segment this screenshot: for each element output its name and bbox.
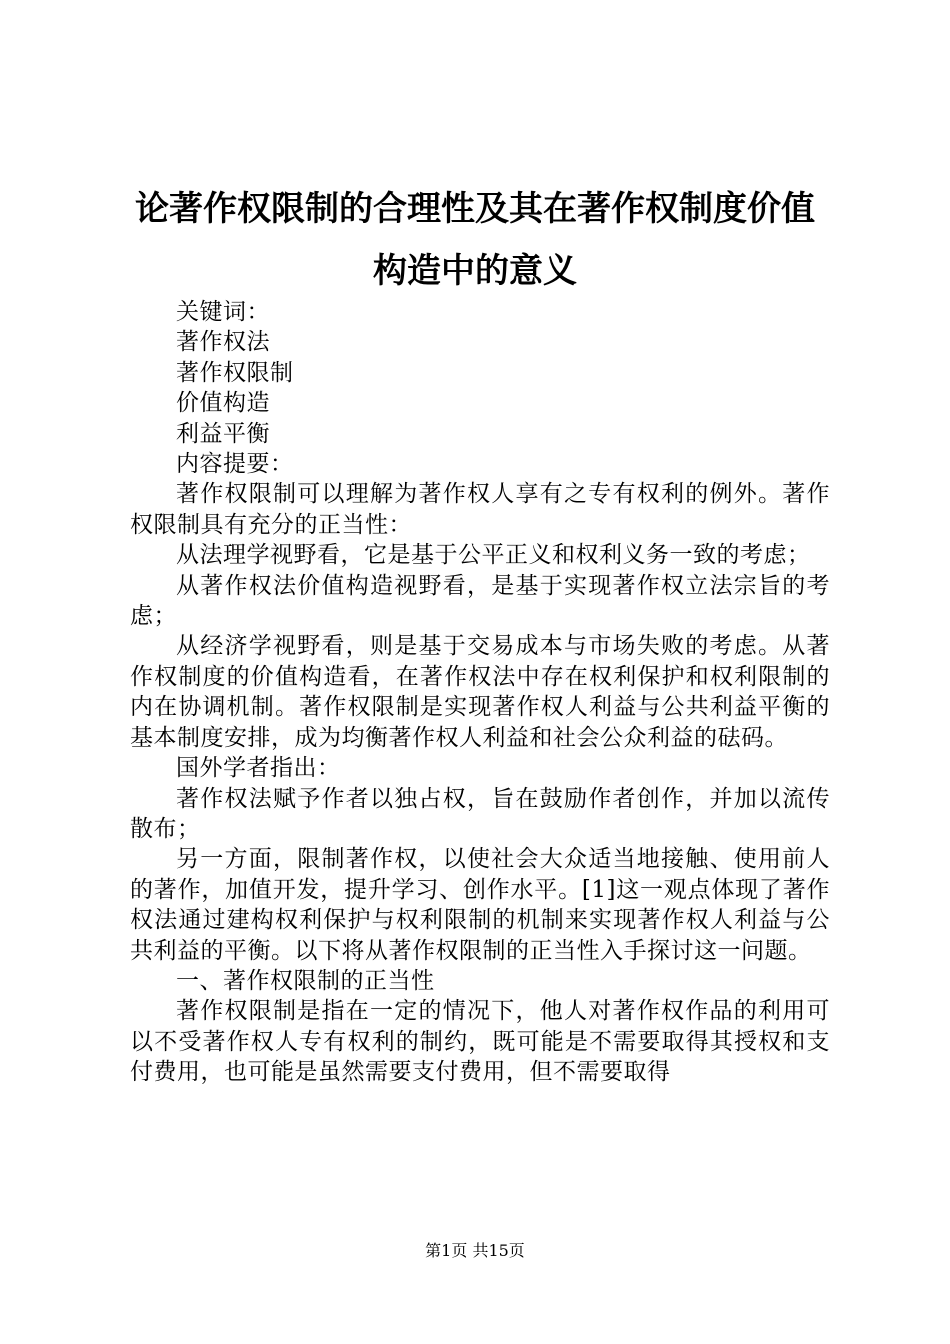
document-title: 论著作权限制的合理性及其在著作权制度价值构造中的意义 bbox=[135, 189, 815, 291]
paragraph: 内容提要： bbox=[176, 451, 294, 478]
paragraph: 利益平衡 bbox=[176, 420, 270, 447]
paragraph: 著作权限制可以理解为著作权人享有之专有权利的例外。著作权限制具有充分的正当性： bbox=[130, 481, 830, 538]
document-body bbox=[130, 297, 830, 1088]
paragraph: 另一方面，限制著作权，以使社会大众适当地接触、使用前人的著作，加值开发，提升学习、创作水平。[1]这一观点体现了著作权法通过建构权利保护与权利限制的机制来实现著作权人利益与公共利益的平衡。以下将从著作权限制的正当性入手探讨这一问题。 bbox=[130, 846, 830, 964]
paragraph: 从法理学视野看，它是基于公平正义和权利义务一致的考虑； bbox=[176, 542, 811, 569]
page-footer: 第1页 共15页 bbox=[425, 1241, 525, 1260]
paragraph: 著作权法赋予作者以独占权，旨在鼓励作者创作，并加以流传散布； bbox=[130, 785, 830, 842]
paragraph: 著作权限制是指在一定的情况下，他人对著作权作品的利用可以不受著作权人专有权利的制约，既可能是不需要取得其授权和支付费用，也可能是虽然需要支付费用，但不需要取得 bbox=[130, 998, 830, 1086]
paragraph: 国外学者指出： bbox=[176, 755, 341, 782]
paragraph: 著作权限制 bbox=[176, 359, 294, 386]
paragraph: 从经济学视野看，则是基于交易成本与市场失败的考虑。从著作权制度的价值构造看，在著作权法中存在权利保护和权利限制的内在协调机制。著作权限制是实现著作权人利益与公共利益平衡的基本制度安排，成为均衡著作权人利益和社会公众利益的砝码。 bbox=[130, 633, 830, 751]
paragraph: 著作权法 bbox=[176, 329, 270, 356]
paragraph: 从著作权法价值构造视野看，是基于实现著作权立法宗旨的考虑； bbox=[130, 572, 830, 630]
section-heading: 一、著作权限制的正当性 bbox=[176, 967, 435, 994]
paragraph: 关键词： bbox=[176, 299, 270, 325]
paragraph: 价值构造 bbox=[176, 390, 270, 417]
